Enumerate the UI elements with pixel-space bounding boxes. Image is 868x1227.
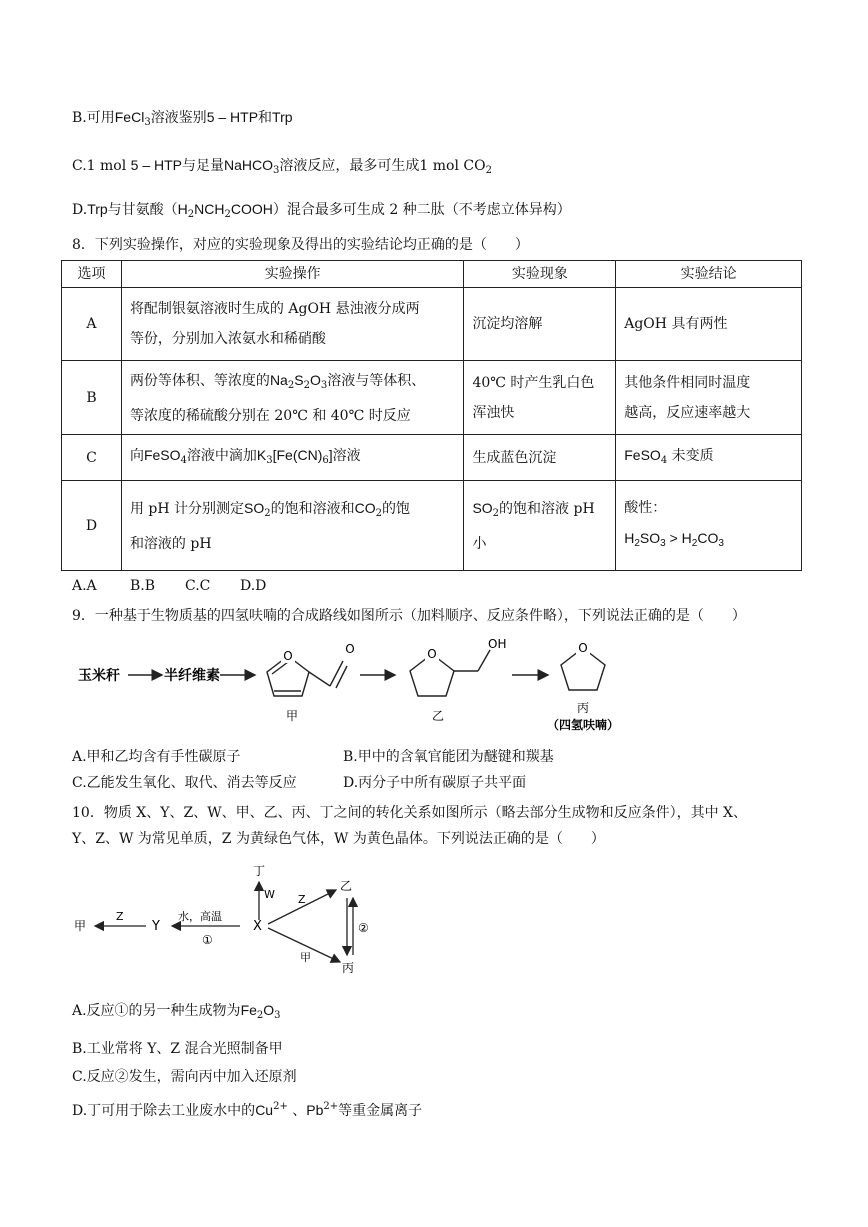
- q7-option-c: C.1 mol 5 – HTP与足量NaHCO$_3$溶液反应，最多可生成1 mol $CO_2$: [72, 157, 492, 176]
- row-label: B: [62, 361, 122, 435]
- row-conclusion: AgOH 具有两性: [616, 288, 802, 361]
- label-reaction-2: ②: [358, 921, 369, 935]
- node-x: X: [253, 919, 262, 934]
- row-phenomenon: $SO_2$的饱和溶液 pH 小: [464, 481, 616, 571]
- q9-synthesis-diagram: [60, 628, 680, 738]
- table-row: [62, 288, 802, 361]
- q8-choices: [72, 578, 266, 594]
- label-z-top: Z: [298, 893, 306, 906]
- q8-experiment-table: [61, 260, 802, 571]
- label-jia-arrow: 甲: [300, 951, 311, 964]
- label-w: W: [264, 888, 275, 901]
- q10-transformation-diagram: [60, 858, 400, 983]
- label-condition: 水，高温: [178, 910, 222, 923]
- row-operation: 向FeSO$_4$溶液中滴加$K_3[Fe(CN)_6]$溶液: [121, 435, 464, 481]
- table-row: [62, 435, 802, 481]
- row-conclusion: 酸性： $H_2SO_3 > H_2CO_3$: [616, 481, 802, 571]
- choice-a: A.A: [72, 578, 97, 594]
- node-bing: 丙: [342, 961, 355, 975]
- row-conclusion: FeSO$_4$ 未变质: [616, 435, 802, 481]
- furfural-structure: [267, 656, 347, 696]
- header-operation: 实验操作: [121, 261, 464, 288]
- q7-option-b: B.可用FeCl$_3$溶液鉴别5 – HTP和Trp: [72, 109, 293, 128]
- hemicellulose-label: 半纤维素: [164, 668, 220, 684]
- row-operation: 用 pH 计分别测定$SO_2$的饱和溶液和$CO_2$的饱 和溶液的 pH: [121, 481, 464, 571]
- node-y: Y: [152, 919, 160, 934]
- q9-option-d: D.丙分子中所有碳原子共平面: [343, 775, 527, 791]
- node-ding: 丁: [253, 864, 266, 878]
- node-jia: 甲: [74, 919, 87, 933]
- carbonyl-o: O: [345, 642, 355, 656]
- table-row: [62, 481, 802, 571]
- row-phenomenon: 40℃ 时产生乳白色 浑浊快: [464, 361, 616, 435]
- header-conclusion: 实验结论: [616, 261, 802, 288]
- q10-option-d: D.丁可用于除去工业废水中的$Cu^{2+}$ 、$Pb^{2+}$等重金属离子: [72, 1101, 423, 1119]
- q10-option-c: C.反应②发生，需向丙中加入还原剂: [72, 1069, 297, 1085]
- header-option: 选项: [62, 261, 122, 288]
- thf-o: O: [578, 641, 588, 655]
- row-label: C: [62, 435, 122, 481]
- q9-option-c: C.乙能发生氧化、取代、消去等反应: [72, 775, 297, 791]
- row-phenomenon: 沉淀均溶解: [464, 288, 616, 361]
- row-phenomenon: 生成蓝色沉淀: [464, 435, 616, 481]
- table-header-row: [62, 261, 802, 288]
- q7-option-d: D.Trp与甘氨酸$(H_2NCH_2COOH)$混合最多可生成 2 种二肽（不考虑立体异构）: [72, 201, 571, 220]
- row-label: D: [62, 481, 122, 571]
- hydroxyl-label: OH: [488, 637, 507, 651]
- table-row: [62, 361, 802, 435]
- label-jia: 甲: [286, 709, 299, 723]
- row-operation: 两份等体积、等浓度的$Na_2S_2O_3$溶液与等体积、 等浓度的稀硫酸分别在 20℃ 和 40℃ 时反应: [121, 361, 464, 435]
- label-yi: 乙: [432, 709, 445, 723]
- node-yi: 乙: [340, 879, 353, 893]
- choice-d: D.D: [240, 578, 267, 594]
- label-bing: 丙: [576, 701, 590, 715]
- q9-option-b: B.甲中的含氧官能团为醚键和羰基: [343, 749, 554, 765]
- q10-stem-line2: Y、Z、W 为常见单质，Z 为黄绿色气体，W 为黄色晶体。下列说法正确的是（ ）: [72, 831, 605, 847]
- q9-option-a: A.甲和乙均含有手性碳原子: [72, 749, 241, 765]
- tetrahydrofurfuryl-alcohol-structure: [410, 650, 490, 696]
- furfural-o: O: [283, 649, 293, 663]
- ring-o: O: [427, 647, 437, 661]
- q10-stem-line1: 10．物质 X、Y、Z、W、甲、乙、丙、丁之间的转化关系如图所示（略去部分生成物和反应条件），其中 X、: [72, 805, 748, 821]
- row-conclusion: 其他条件相同时温度 越高，反应速率越大: [616, 361, 802, 435]
- cornstalk-label: 玉米秆: [78, 668, 120, 684]
- q8-stem: 8．下列实验操作，对应的实验现象及得出的实验结论均正确的是（ ）: [72, 237, 529, 253]
- label-reaction-1: ①: [202, 933, 213, 947]
- row-operation: 将配制银氨溶液时生成的 AgOH 悬浊液分成两 等份，分别加入浓氨水和稀硝酸: [121, 288, 464, 361]
- q10-option-b: B.工业常将 Y、Z 混合光照制备甲: [72, 1041, 283, 1057]
- q9-stem: 9．一种基于生物质基的四氢呋喃的合成路线如图所示（加料顺序、反应条件略），下列说法正确的是（ ）: [72, 608, 746, 624]
- header-phenomenon: 实验现象: [464, 261, 616, 288]
- label-z-left: Z: [116, 910, 124, 923]
- row-label: A: [62, 288, 122, 361]
- choice-c: C.C: [185, 578, 211, 594]
- choice-b: B.B: [130, 578, 156, 594]
- thf-name: （四氢呋喃）: [546, 718, 620, 732]
- q10-option-a: A.反应①的另一种生成物为$Fe_2O_3$: [72, 1002, 281, 1021]
